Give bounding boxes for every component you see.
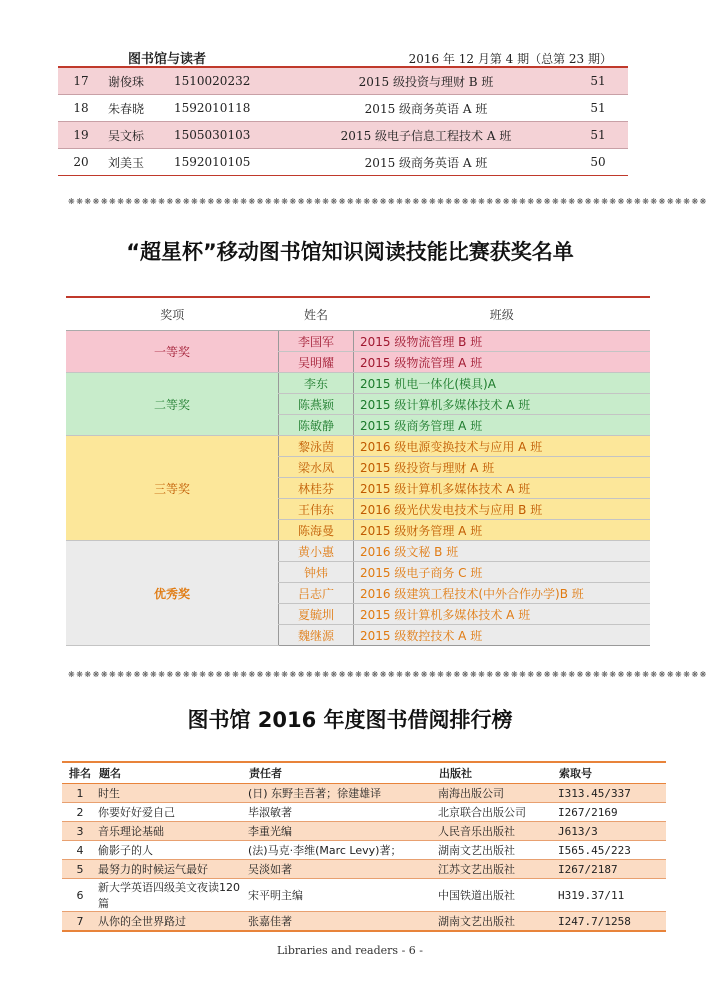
book-publisher: 中国铁道出版社 [438, 879, 558, 912]
winner-name: 梁水凤 [279, 457, 354, 478]
book-author: 李重光编 [248, 822, 438, 841]
student-class: 2015 级电子信息工程技术 A 班 [284, 122, 568, 149]
book-title: 你要好好爱自己 [98, 803, 248, 822]
table-row [66, 373, 650, 394]
score-table-continued [58, 68, 628, 176]
table-row [58, 68, 628, 95]
winner-class: 2015 级电子商务 C 班 [354, 562, 651, 583]
book-author: (日) 东野圭吾著；徐建雄译 [248, 784, 438, 803]
table-row [66, 331, 650, 352]
award-table [66, 296, 650, 646]
winner-name: 黎泳茵 [279, 436, 354, 457]
winner-name: 李东 [279, 373, 354, 394]
winner-name: 陈海曼 [279, 520, 354, 541]
winner-name: 陈敏静 [279, 415, 354, 436]
table-row [62, 841, 666, 860]
book-title: 时生 [98, 784, 248, 803]
winner-name: 王伟东 [279, 499, 354, 520]
book-title: 音乐理论基础 [98, 822, 248, 841]
winner-class: 2016 级文秘 B 班 [354, 541, 651, 562]
winner-name: 魏继源 [279, 625, 354, 646]
winner-class: 2015 级物流管理 B 班 [354, 331, 651, 352]
book-author: 吴淡如著 [248, 860, 438, 879]
winner-class: 2016 级电源变换技术与应用 A 班 [354, 436, 651, 457]
winner-class: 2015 级数控技术 A 班 [354, 625, 651, 646]
score: 51 [568, 122, 628, 149]
rank-number: 2 [62, 803, 98, 822]
row-number: 17 [58, 68, 104, 95]
winner-class: 2015 级物流管理 A 班 [354, 352, 651, 373]
winner-class: 2015 级投资与理财 A 班 [354, 457, 651, 478]
book-call-number: I313.45/337 [558, 784, 666, 803]
rank-number: 3 [62, 822, 98, 841]
winner-name: 李国军 [279, 331, 354, 352]
section-divider: ❋❋❋❋❋❋❋❋❋❋❋❋❋❋❋❋❋❋❋❋❋❋❋❋❋❋❋❋❋❋❋❋❋❋❋❋❋❋❋❋❋❋❋❋❋❋❋❋❋❋❋❋❋❋❋❋❋❋❋❋❋❋❋❋❋❋❋❋❋❋❋❋❋❋❋❋❋❋ [68, 197, 708, 206]
book-call-number: H319.37/11 [558, 879, 666, 912]
winner-name: 陈燕颖 [279, 394, 354, 415]
award-level: 一等奖 [66, 331, 279, 373]
student-id: 1505030103 [174, 122, 284, 149]
winner-class: 2015 级计算机多媒体技术 A 班 [354, 478, 651, 499]
award-level: 二等奖 [66, 373, 279, 436]
table-row [58, 149, 628, 176]
book-publisher: 北京联合出版公司 [438, 803, 558, 822]
rank-number: 1 [62, 784, 98, 803]
winner-class: 2015 级计算机多媒体技术 A 班 [354, 604, 651, 625]
winner-name: 吕志广 [279, 583, 354, 604]
col-title-header: 题名 [98, 762, 248, 784]
borrow-ranking-table [62, 761, 666, 932]
journal-name: 图书馆与读者 [128, 52, 207, 67]
book-author: 张嘉佳著 [248, 912, 438, 932]
score: 50 [590, 155, 606, 169]
table-row [62, 912, 666, 932]
issue-info: 2016 年 12 月第 4 期（总第 23 期） [408, 52, 612, 66]
table-row [62, 860, 666, 879]
row-number: 20 [73, 155, 89, 169]
col-publisher-header: 出版社 [438, 762, 558, 784]
section-divider: ❋❋❋❋❋❋❋❋❋❋❋❋❋❋❋❋❋❋❋❋❋❋❋❋❋❋❋❋❋❋❋❋❋❋❋❋❋❋❋❋❋❋❋❋❋❋❋❋❋❋❋❋❋❋❋❋❋❋❋❋❋❋❋❋❋❋❋❋❋❋❋❋❋❋❋❋❋❋ [68, 670, 708, 679]
table-row [62, 822, 666, 841]
book-call-number: I267/2187 [558, 860, 666, 879]
book-author: 毕淑敏著 [248, 803, 438, 822]
winner-name: 夏毓圳 [279, 604, 354, 625]
book-call-number: J613/3 [558, 822, 666, 841]
book-publisher: 人民音乐出版社 [438, 822, 558, 841]
rank-number: 6 [62, 879, 98, 912]
book-call-number: I565.45/223 [558, 841, 666, 860]
score: 51 [568, 68, 628, 95]
table-row [62, 784, 666, 803]
row-number: 19 [58, 122, 104, 149]
score: 51 [590, 101, 606, 115]
col-author-header: 责任者 [248, 762, 438, 784]
book-call-number: I247.7/1258 [558, 912, 666, 932]
winner-class: 2015 机电一体化(模具)A [354, 373, 651, 394]
book-publisher: 江苏文艺出版社 [438, 860, 558, 879]
table-row [62, 803, 666, 822]
student-name: 谢俊珠 [104, 68, 174, 95]
student-class: 2015 级商务英语 A 班 [364, 155, 488, 170]
book-publisher: 湖南文艺出版社 [438, 912, 558, 932]
book-author: 宋平明主编 [248, 879, 438, 912]
col-level-header: 奖项 [66, 297, 279, 331]
winner-name: 黄小惠 [279, 541, 354, 562]
book-author: (法)马克·李维(Marc Levy)著； [248, 841, 438, 860]
book-title: 偷影子的人 [98, 841, 248, 860]
book-call-number: I267/2169 [558, 803, 666, 822]
student-id: 1510020232 [174, 68, 284, 95]
book-title: 新大学英语四级美文夜读120篇 [98, 879, 248, 912]
student-class: 2015 级投资与理财 B 班 [284, 68, 568, 95]
table-row [62, 879, 666, 912]
rank-number: 7 [62, 912, 98, 932]
col-callno-header: 索取号 [558, 762, 666, 784]
rank-number: 5 [62, 860, 98, 879]
award-level: 优秀奖 [66, 541, 279, 646]
rank-number: 4 [62, 841, 98, 860]
book-title: 最努力的时候运气最好 [98, 860, 248, 879]
page-footer: Libraries and readers - 6 - [277, 944, 423, 957]
student-id: 1592010105 [174, 155, 251, 169]
award-level: 三等奖 [66, 436, 279, 541]
table-row [58, 122, 628, 149]
row-number: 18 [73, 101, 89, 115]
student-class: 2015 级商务英语 A 班 [364, 101, 488, 116]
winner-name: 吴明耀 [279, 352, 354, 373]
award-list-title: “超星杯”移动图书馆知识阅读技能比赛获奖名单 [126, 240, 574, 264]
table-row [58, 95, 628, 122]
col-name-header: 姓名 [279, 297, 354, 331]
winner-class: 2016 级建筑工程技术(中外合作办学)B 班 [354, 583, 651, 604]
winner-class: 2015 级计算机多媒体技术 A 班 [354, 394, 651, 415]
book-publisher: 南海出版公司 [438, 784, 558, 803]
student-name: 吴文标 [104, 122, 174, 149]
student-name: 刘美玉 [108, 155, 145, 170]
table-row [66, 436, 650, 457]
table-row [66, 541, 650, 562]
student-name: 朱春晓 [108, 101, 145, 116]
book-title: 从你的全世界路过 [98, 912, 248, 932]
student-id: 1592010118 [174, 101, 251, 115]
col-class-header: 班级 [354, 297, 651, 331]
ranking-title: 图书馆 2016 年度图书借阅排行榜 [187, 708, 513, 732]
book-publisher: 湖南文艺出版社 [438, 841, 558, 860]
winner-class: 2015 级财务管理 A 班 [354, 520, 651, 541]
winner-name: 林桂芬 [279, 478, 354, 499]
winner-name: 钟炜 [279, 562, 354, 583]
winner-class: 2015 级商务管理 A 班 [354, 415, 651, 436]
winner-class: 2016 级光伏发电技术与应用 B 班 [354, 499, 651, 520]
col-rank-header: 排名 [62, 762, 98, 784]
